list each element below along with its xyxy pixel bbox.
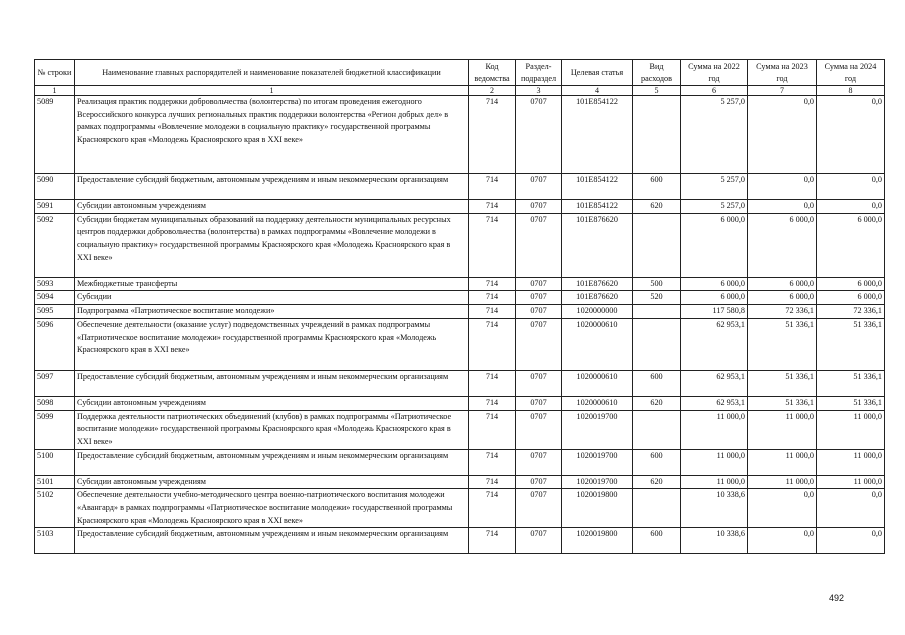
row-number: 5091 xyxy=(35,200,75,214)
row-dept-code: 714 xyxy=(469,396,516,410)
row-name: Реализация практик поддержки добровольчества (волонтерства) по итогам проведения ежегодного Всероссийского конкурса лучших региональных практик поддержки волонтерства «Регион добрых дел» в рамках подпрограммы «Вовлечение молодежи в социальную практику» государственной программы Красноярского края «Молодежь Красноярского края в XXI веке» xyxy=(75,96,469,174)
row-sum-2024: 6 000,0 xyxy=(817,213,885,277)
row-sum-2024: 11 000,0 xyxy=(817,449,885,475)
column-number: 4 xyxy=(562,86,633,96)
row-sum-2024: 11 000,0 xyxy=(817,410,885,449)
table-row xyxy=(35,396,885,410)
table-row xyxy=(35,449,885,475)
table-row xyxy=(35,305,885,319)
table-row xyxy=(35,291,885,305)
header-row-no: № строки xyxy=(35,60,75,86)
row-name: Субсидии xyxy=(75,291,469,305)
row-number: 5099 xyxy=(35,410,75,449)
row-sum-2023: 11 000,0 xyxy=(748,475,817,489)
row-number: 5090 xyxy=(35,174,75,200)
row-section: 0707 xyxy=(516,291,562,305)
row-expense-type: 600 xyxy=(633,174,681,200)
row-sum-2024: 0,0 xyxy=(817,528,885,554)
row-sum-2022: 5 257,0 xyxy=(681,174,748,200)
row-number: 5102 xyxy=(35,489,75,528)
row-name: Субсидии автономным учреждениям xyxy=(75,475,469,489)
row-sum-2023: 0,0 xyxy=(748,174,817,200)
column-number: 1 xyxy=(75,86,469,96)
table-row xyxy=(35,410,885,449)
column-number: 3 xyxy=(516,86,562,96)
header-sum-2023: Сумма на 2023 год xyxy=(748,60,817,86)
budget-table xyxy=(34,59,885,554)
row-section: 0707 xyxy=(516,200,562,214)
row-expense-type: 600 xyxy=(633,370,681,396)
table-row xyxy=(35,200,885,214)
row-expense-type: 620 xyxy=(633,475,681,489)
row-sum-2024: 11 000,0 xyxy=(817,475,885,489)
column-number: 2 xyxy=(469,86,516,96)
row-section: 0707 xyxy=(516,396,562,410)
row-sum-2022: 6 000,0 xyxy=(681,213,748,277)
row-target: 101E854122 xyxy=(562,200,633,214)
row-sum-2022: 11 000,0 xyxy=(681,475,748,489)
row-name: Предоставление субсидий бюджетным, автономным учреждениям и иным некоммерческим организациям xyxy=(75,528,469,554)
column-number: 8 xyxy=(817,86,885,96)
row-name: Предоставление субсидий бюджетным, автономным учреждениям и иным некоммерческим организациям xyxy=(75,174,469,200)
row-sum-2023: 6 000,0 xyxy=(748,277,817,291)
row-sum-2023: 0,0 xyxy=(748,200,817,214)
row-target: 101E876620 xyxy=(562,277,633,291)
row-dept-code: 714 xyxy=(469,291,516,305)
row-dept-code: 714 xyxy=(469,489,516,528)
row-dept-code: 714 xyxy=(469,528,516,554)
row-target: 1020019700 xyxy=(562,410,633,449)
column-number-row xyxy=(35,86,885,96)
row-number: 5101 xyxy=(35,475,75,489)
row-number: 5095 xyxy=(35,305,75,319)
row-section: 0707 xyxy=(516,174,562,200)
row-name: Субсидии бюджетам муниципальных образований на поддержку деятельности муниципальных ресурсных центров поддержки добровольчества (волонтерства) в рамках подпрограммы «Вовлечение молодежи в социальную практику» государственной программы Красноярского края «Молодежь Красноярского края в XXI веке» xyxy=(75,213,469,277)
header-target: Целевая статья xyxy=(562,60,633,86)
row-dept-code: 714 xyxy=(469,96,516,174)
row-expense-type: 500 xyxy=(633,277,681,291)
row-number: 5103 xyxy=(35,528,75,554)
row-target: 101E854122 xyxy=(562,96,633,174)
header-section: Раздел-подраздел xyxy=(516,60,562,86)
row-sum-2023: 11 000,0 xyxy=(748,449,817,475)
row-name: Обеспечение деятельности (оказание услуг) подведомственных учреждений в рамках подпрограммы «Патриотическое воспитание молодежи» государственной программы Красноярского края «Молодежь Красноярского края в XXI веке» xyxy=(75,318,469,370)
row-sum-2022: 5 257,0 xyxy=(681,200,748,214)
table-row xyxy=(35,528,885,554)
row-sum-2022: 62 953,1 xyxy=(681,396,748,410)
row-number: 5089 xyxy=(35,96,75,174)
row-section: 0707 xyxy=(516,305,562,319)
row-sum-2022: 62 953,1 xyxy=(681,370,748,396)
row-sum-2024: 0,0 xyxy=(817,489,885,528)
row-expense-type xyxy=(633,96,681,174)
row-number: 5094 xyxy=(35,291,75,305)
row-dept-code: 714 xyxy=(469,213,516,277)
column-number: 1 xyxy=(35,86,75,96)
row-sum-2023: 0,0 xyxy=(748,96,817,174)
table-body xyxy=(35,96,885,554)
column-number: 6 xyxy=(681,86,748,96)
row-sum-2022: 6 000,0 xyxy=(681,291,748,305)
row-name: Предоставление субсидий бюджетным, автономным учреждениям и иным некоммерческим организациям xyxy=(75,370,469,396)
row-section: 0707 xyxy=(516,96,562,174)
row-section: 0707 xyxy=(516,213,562,277)
row-name: Обеспечение деятельности учебно-методического центра военно-патриотического воспитания молодежи «Авангард» в рамках подпрограммы «Патриотическое воспитание молодежи» государственной программы Красноярского края «Молодежь Красноярского края в XXI веке» xyxy=(75,489,469,528)
row-sum-2023: 0,0 xyxy=(748,528,817,554)
table-row xyxy=(35,475,885,489)
header-sum-2022: Сумма на 2022 год xyxy=(681,60,748,86)
row-target: 1020000610 xyxy=(562,370,633,396)
header-sum-2024: Сумма на 2024 год xyxy=(817,60,885,86)
row-expense-type xyxy=(633,213,681,277)
row-sum-2023: 11 000,0 xyxy=(748,410,817,449)
row-section: 0707 xyxy=(516,449,562,475)
column-number: 5 xyxy=(633,86,681,96)
row-target: 1020019700 xyxy=(562,475,633,489)
row-number: 5098 xyxy=(35,396,75,410)
row-number: 5093 xyxy=(35,277,75,291)
row-sum-2023: 0,0 xyxy=(748,489,817,528)
row-target: 1020019700 xyxy=(562,449,633,475)
row-expense-type: 620 xyxy=(633,396,681,410)
row-expense-type xyxy=(633,305,681,319)
row-sum-2024: 6 000,0 xyxy=(817,277,885,291)
row-sum-2024: 0,0 xyxy=(817,200,885,214)
table-row xyxy=(35,277,885,291)
header-dept-code: Код ведомства xyxy=(469,60,516,86)
row-dept-code: 714 xyxy=(469,305,516,319)
table-row xyxy=(35,370,885,396)
row-section: 0707 xyxy=(516,370,562,396)
row-target: 1020000610 xyxy=(562,396,633,410)
row-sum-2022: 10 338,6 xyxy=(681,489,748,528)
row-section: 0707 xyxy=(516,277,562,291)
row-dept-code: 714 xyxy=(469,277,516,291)
row-sum-2022: 62 953,1 xyxy=(681,318,748,370)
row-expense-type: 600 xyxy=(633,528,681,554)
row-sum-2022: 5 257,0 xyxy=(681,96,748,174)
header-expense-type: Вид расходов xyxy=(633,60,681,86)
row-sum-2022: 117 580,8 xyxy=(681,305,748,319)
row-name: Предоставление субсидий бюджетным, автономным учреждениям и иным некоммерческим организациям xyxy=(75,449,469,475)
row-name: Субсидии автономным учреждениям xyxy=(75,200,469,214)
row-name: Подпрограмма «Патриотическое воспитание молодежи» xyxy=(75,305,469,319)
row-target: 101E876620 xyxy=(562,213,633,277)
row-number: 5092 xyxy=(35,213,75,277)
row-sum-2023: 6 000,0 xyxy=(748,213,817,277)
row-dept-code: 714 xyxy=(469,174,516,200)
table-row xyxy=(35,318,885,370)
page-number: 492 xyxy=(829,593,845,603)
row-dept-code: 714 xyxy=(469,370,516,396)
row-dept-code: 714 xyxy=(469,318,516,370)
row-sum-2024: 0,0 xyxy=(817,174,885,200)
table-row xyxy=(35,213,885,277)
row-expense-type xyxy=(633,489,681,528)
row-name: Субсидии автономным учреждениям xyxy=(75,396,469,410)
row-dept-code: 714 xyxy=(469,200,516,214)
row-target: 101E854122 xyxy=(562,174,633,200)
row-section: 0707 xyxy=(516,528,562,554)
row-expense-type xyxy=(633,318,681,370)
row-sum-2022: 11 000,0 xyxy=(681,449,748,475)
row-sum-2024: 51 336,1 xyxy=(817,396,885,410)
row-expense-type: 620 xyxy=(633,200,681,214)
row-expense-type xyxy=(633,410,681,449)
row-sum-2024: 0,0 xyxy=(817,96,885,174)
row-expense-type: 520 xyxy=(633,291,681,305)
row-section: 0707 xyxy=(516,318,562,370)
row-target: 101E876620 xyxy=(562,291,633,305)
row-sum-2024: 51 336,1 xyxy=(817,318,885,370)
row-dept-code: 714 xyxy=(469,475,516,489)
row-number: 5100 xyxy=(35,449,75,475)
row-sum-2024: 51 336,1 xyxy=(817,370,885,396)
row-name: Межбюджетные трансферты xyxy=(75,277,469,291)
row-section: 0707 xyxy=(516,475,562,489)
table-row xyxy=(35,96,885,174)
row-sum-2024: 72 336,1 xyxy=(817,305,885,319)
row-number: 5096 xyxy=(35,318,75,370)
row-sum-2023: 6 000,0 xyxy=(748,291,817,305)
row-section: 0707 xyxy=(516,410,562,449)
row-sum-2023: 51 336,1 xyxy=(748,370,817,396)
row-section: 0707 xyxy=(516,489,562,528)
row-sum-2024: 6 000,0 xyxy=(817,291,885,305)
row-target: 1020019800 xyxy=(562,528,633,554)
row-dept-code: 714 xyxy=(469,449,516,475)
row-name: Поддержка деятельности патриотических объединений (клубов) в рамках подпрограммы «Патриотическое воспитание молодежи» государственной программы Красноярского края «Молодежь Красноярского края в XXI веке» xyxy=(75,410,469,449)
row-sum-2022: 11 000,0 xyxy=(681,410,748,449)
row-sum-2022: 10 338,6 xyxy=(681,528,748,554)
row-number: 5097 xyxy=(35,370,75,396)
header-row xyxy=(35,60,885,86)
row-sum-2023: 51 336,1 xyxy=(748,318,817,370)
row-sum-2023: 51 336,1 xyxy=(748,396,817,410)
row-dept-code: 714 xyxy=(469,410,516,449)
row-target: 1020000000 xyxy=(562,305,633,319)
header-name: Наименование главных распорядителей и наименование показателей бюджетной классификации xyxy=(75,60,469,86)
row-sum-2023: 72 336,1 xyxy=(748,305,817,319)
row-target: 1020000610 xyxy=(562,318,633,370)
column-number: 7 xyxy=(748,86,817,96)
table-row xyxy=(35,489,885,528)
table-row xyxy=(35,174,885,200)
row-target: 1020019800 xyxy=(562,489,633,528)
row-sum-2022: 6 000,0 xyxy=(681,277,748,291)
row-expense-type: 600 xyxy=(633,449,681,475)
